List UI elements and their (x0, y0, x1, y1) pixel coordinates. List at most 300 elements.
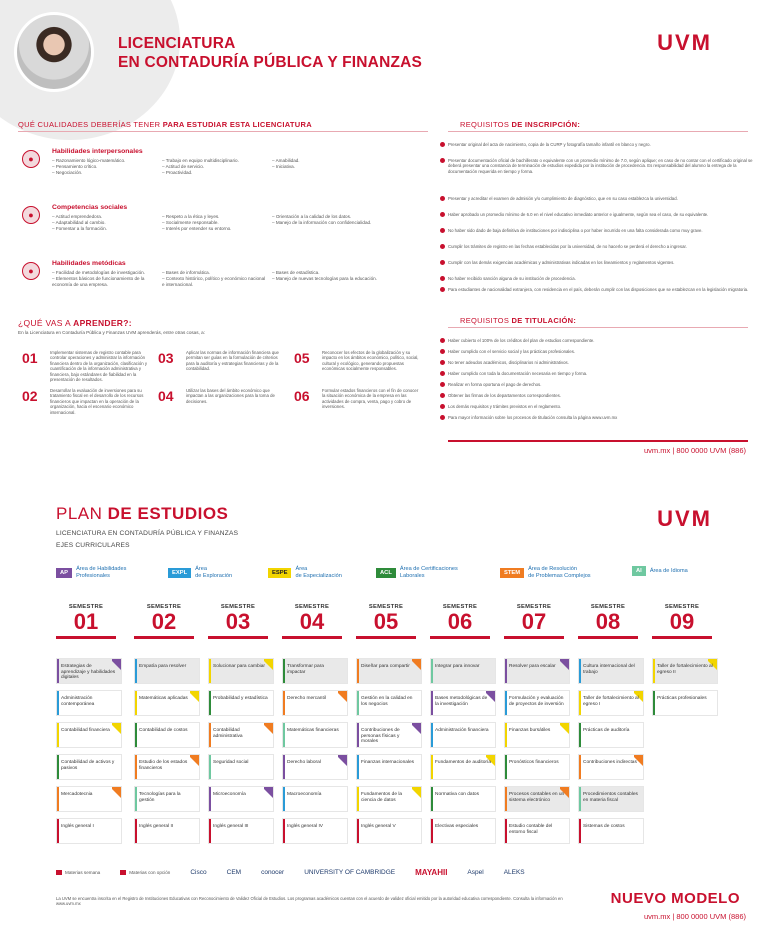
course-card[interactable] (208, 722, 274, 748)
divider (448, 131, 748, 132)
semester-bar (208, 636, 268, 639)
legend-text-line: Área (295, 566, 308, 572)
course-card[interactable] (208, 658, 274, 684)
area-marker (579, 723, 581, 747)
area-marker (505, 819, 507, 843)
titling-item (448, 338, 753, 343)
area-marker (357, 787, 359, 811)
legend-tag: AI (632, 566, 646, 576)
area-marker (431, 787, 433, 811)
course-card[interactable] (652, 690, 718, 716)
skill-title: Competencias sociales (52, 204, 128, 211)
area-marker (57, 819, 59, 843)
course-card[interactable] (282, 786, 348, 812)
course-name: Formulación y evaluación de proyectos de inversión (509, 696, 564, 707)
semester-bar (56, 636, 116, 639)
axes-label: EJES CURRICULARES (56, 542, 130, 549)
semester-number: 09 (669, 609, 695, 634)
area-marker (431, 723, 433, 747)
course-name: Administración financiera (435, 728, 489, 733)
course-name: Inglés general II (139, 824, 174, 829)
skill-item: – Interés por entender su entorno. (162, 226, 232, 231)
area-marker (57, 787, 59, 811)
legal-text: La UVM se encuentra inscrita en el Registro de Instituciones Educativas con Reconocimiento de Validez Oficial de Estudios. Los programas académicos cuentan con el acuerdo de validez oficial emitido por la autoridad educativa correspondiente. Consulta la información en www.uvm.mx (56, 896, 563, 907)
learn-text: Utilizar las bases del ámbito económico que impactan a las organizaciones para la toma de decisiones. (186, 388, 275, 404)
bullet-icon (440, 338, 445, 343)
partner-logo: UNIVERSITY OF CAMBRIDGE (304, 869, 396, 876)
titling-heading (460, 316, 576, 325)
semester-bar (578, 636, 638, 639)
skill-item: – Pensamiento crítico. (52, 164, 98, 169)
course-card[interactable] (578, 818, 644, 844)
legend-tag: STEM (500, 568, 524, 578)
course-card[interactable] (578, 754, 644, 780)
learn-text: Formular estados financieros con el fin de conocer la situación económica de la empresa en las actividades de compra, venta, pago y cobro de inversiones. (322, 388, 419, 410)
legend-text-line: Área de Idioma (649, 567, 688, 574)
area-marker (209, 659, 211, 683)
legend-text-line: Área (195, 566, 207, 572)
area-marker (135, 691, 137, 715)
area-marker (283, 819, 285, 843)
area-marker (579, 819, 581, 843)
tit-heading-pre: REQUISITOS (460, 316, 510, 325)
course-name: Electivas especiales (435, 824, 479, 829)
course-card[interactable] (430, 754, 496, 780)
legend-item (56, 566, 126, 579)
legend-item (376, 566, 458, 579)
area-marker (579, 659, 581, 683)
area-marker (209, 723, 211, 747)
semester-header (578, 604, 638, 639)
course-name: Contribuciones de personas físicas y morales (361, 728, 400, 745)
bullet-icon (440, 287, 445, 292)
semester-label: SEMESTRE (220, 604, 256, 610)
semester-label: SEMESTRE (442, 604, 478, 610)
legend-text-line: Área de Habilidades (76, 566, 127, 572)
course-name: Derecho mercantil (287, 696, 326, 701)
footer-contact[interactable]: uvm.mx | 800 0000 UVM (886) (644, 912, 746, 921)
course-card[interactable] (430, 690, 496, 716)
course-card[interactable] (578, 690, 644, 716)
course-name: Matemáticas aplicadas (139, 696, 188, 701)
course-name: Gestión en la calidad en los negocios (361, 696, 413, 707)
course-name: Matemáticas financieras (287, 728, 339, 733)
course-card[interactable] (56, 786, 122, 812)
skill-item: – Bases de informática. (162, 270, 211, 275)
semester-label: SEMESTRE (146, 604, 182, 610)
nuevo-modelo-title: NUEVO MODELO (610, 890, 740, 907)
semester-bar (430, 636, 490, 639)
area-marker (283, 659, 285, 683)
area-marker (357, 723, 359, 747)
course-card[interactable] (652, 658, 718, 684)
req-heading-bold: DE INSCRIPCIÓN: (511, 120, 581, 129)
qualities-heading (18, 120, 312, 129)
course-card[interactable] (282, 690, 348, 716)
course-name: Transformar para impactar (287, 664, 324, 675)
legend-text-line: Área de Certificaciones (399, 566, 458, 572)
semester-header (652, 604, 712, 639)
requirement-item (448, 228, 753, 233)
course-name: Cultura internacional del trabajo (583, 664, 635, 675)
semester-number: 02 (151, 609, 177, 634)
semester-header (504, 604, 564, 639)
area-marker (505, 755, 507, 779)
course-card[interactable] (578, 658, 644, 684)
learn-heading-pre: ¿QUÉ VAS A (18, 318, 71, 328)
bullet-icon (440, 382, 445, 387)
requirement-item (448, 244, 753, 249)
requirement-text: Cumplir los trámites de registro en las fechas establecidas por la universidad, de no hacerlo se perderá el derecho a ingresar. (448, 244, 687, 249)
area-marker (57, 755, 59, 779)
course-card[interactable] (356, 722, 422, 748)
area-marker (357, 819, 359, 843)
learn-number: 05 (294, 350, 310, 366)
people-icon: ● (22, 150, 40, 168)
area-marker (57, 659, 59, 683)
area-marker (283, 691, 285, 715)
skill-item: – Bases de estadística. (272, 270, 320, 275)
requirements-heading (460, 120, 580, 129)
skill-list (272, 270, 377, 282)
course-name: Seguridad social (213, 760, 249, 765)
semester-header (356, 604, 416, 639)
semester-label: SEMESTRE (590, 604, 626, 610)
area-marker (357, 755, 359, 779)
course-name: Inglés general V (361, 824, 396, 829)
plan-title (56, 504, 228, 524)
program-name: LICENCIATURA EN CONTADURÍA PÚBLICA Y FINANZAS (56, 530, 239, 537)
course-name: Integrar para innovar (435, 664, 480, 669)
course-card[interactable] (430, 658, 496, 684)
course-card[interactable] (356, 786, 422, 812)
course-card[interactable] (356, 818, 422, 844)
titling-text: Haber cubierto el 100% de los créditos del plan de estudios correspondiente. (448, 338, 595, 343)
legend-text (195, 566, 232, 579)
legend-tag: EXPL (168, 568, 191, 578)
course-name: Procedimientos contables en materia fiscal (583, 792, 638, 803)
course-card[interactable] (504, 754, 570, 780)
course-name: Contribuciones indirectas (583, 760, 637, 765)
title-line-2: EN CONTADURÍA PÚBLICA Y FINANZAS (118, 54, 423, 71)
semester-number: 08 (595, 609, 621, 634)
area-marker (357, 691, 359, 715)
course-card[interactable] (504, 658, 570, 684)
titling-text: Haber cumplido con toda la documentación necesaria en tiempo y forma. (448, 371, 588, 376)
course-card[interactable] (282, 818, 348, 844)
course-card[interactable] (282, 754, 348, 780)
course-name: Inglés general IV (287, 824, 324, 829)
course-name: Macroeconomía (287, 792, 322, 797)
course-name: Contabilidad administrativa (213, 728, 243, 739)
course-card[interactable] (282, 658, 348, 684)
course-name: Empatía para resolver (139, 664, 187, 669)
requirement-item (448, 158, 753, 174)
legend-text (76, 566, 126, 579)
legend-tag: ESPE (268, 568, 291, 578)
skill-item: – Proactividad. (162, 170, 193, 175)
semester-label: SEMESTRE (664, 604, 700, 610)
titling-text: Obtener las firmas de los departamentos correspondientes. (448, 393, 561, 398)
bullet-icon (440, 142, 445, 147)
area-marker (209, 819, 211, 843)
legend-item (168, 566, 232, 579)
area-marker (431, 691, 433, 715)
course-name: Solucionar para cambiar (213, 664, 265, 669)
legend-item (500, 566, 591, 579)
semester-header (282, 604, 342, 639)
requirement-item (448, 287, 753, 292)
skill-item: – Trabajo en equipo multidisciplinario. (162, 158, 239, 163)
area-marker (505, 723, 507, 747)
partner-logo: Cisco (190, 869, 207, 876)
course-card[interactable] (56, 658, 122, 684)
skill-item: – Iniciativa. (272, 164, 295, 169)
learn-text: Implementar sistemas de registro contable para controlar operaciones y administrar la información financiera dentro de la organización, clasificación y cuantificación de la información administrativa y financiera, bajo estándares de fiabilidad en la presentación de resultados. (50, 350, 147, 383)
area-marker (505, 691, 507, 715)
skill-list (52, 158, 157, 176)
course-card[interactable] (504, 786, 570, 812)
area-marker (209, 691, 211, 715)
course-name: Derecho laboral (287, 760, 321, 765)
course-name: Diseñar para compartir (361, 664, 410, 669)
requirement-text: Cumplir con las demás exigencias académicas y administrativas indicadas en los lineamientos y reglamentos vigentes. (448, 260, 675, 265)
bullet-icon (440, 371, 445, 376)
course-card[interactable] (356, 690, 422, 716)
course-name: Estrategias de aprendizaje y habilidades digitales (61, 664, 116, 681)
course-card[interactable] (578, 786, 644, 812)
course-card[interactable] (134, 722, 200, 748)
area-marker (57, 723, 59, 747)
course-name: Pronósticos financieros (509, 760, 559, 765)
semester-number: 03 (225, 609, 251, 634)
requirement-text: Presentar documentación oficial de bachillerato o equivalente con un promedio mínimo de 7.0, según aplique; en caso de no contar con el certificado original se deberá presentar una constancia de terminación de estudios expedida por la institución de procedencia. Es responsabilidad del alumno la entrega de la documentación requerida en tiempo y forma. (448, 158, 753, 174)
legend-text-line: Área de Resolución (528, 566, 577, 572)
gears-icon: ● (22, 262, 40, 280)
course-name: Procesos contables en un sistema electrónico (509, 792, 565, 803)
partner-logo: conocer (261, 869, 285, 876)
legend-tag: ACL (376, 568, 396, 578)
program-title (118, 34, 422, 72)
course-card[interactable] (56, 722, 122, 748)
learn-number: 02 (22, 388, 38, 404)
legend-text (528, 566, 591, 579)
course-name: Administración contemporánea (61, 696, 95, 707)
course-card[interactable] (134, 658, 200, 684)
area-marker (135, 787, 137, 811)
titling-item (448, 360, 753, 365)
course-card[interactable] (56, 754, 122, 780)
partner-logos (56, 868, 545, 877)
course-card[interactable] (208, 786, 274, 812)
course-name: Estudio contable del entorno fiscal (509, 824, 553, 835)
area-marker (579, 691, 581, 715)
skill-item: – Manejo de nuevas tecnologías para la educación. (272, 276, 377, 281)
bullet-icon (440, 393, 445, 398)
course-card[interactable] (356, 658, 422, 684)
learn-heading (18, 318, 132, 328)
course-card[interactable] (134, 754, 200, 780)
course-name: Mercadotecnia (61, 792, 93, 797)
footer-rule (448, 440, 748, 442)
semester-bar (282, 636, 342, 639)
area-marker (653, 659, 655, 683)
bullet-icon (440, 360, 445, 365)
partner-logo: Materias con opción (120, 870, 170, 875)
skill-list (162, 270, 267, 288)
qualities-heading-pre: QUÉ CUALIDADES DEBERÍAS TENER (18, 120, 161, 129)
course-name: Bases metodológicas de la investigación (435, 696, 488, 707)
semester-bar (652, 636, 712, 639)
area-marker (431, 819, 433, 843)
course-card[interactable] (504, 818, 570, 844)
skill-list (272, 158, 377, 170)
titling-text: Para mayor información sobre los procesos de titulación consulta la página www.uvm.mx (448, 415, 618, 420)
titling-text: Haber cumplido con el servicio social y las prácticas profesionales. (448, 349, 576, 354)
semester-header (208, 604, 268, 639)
handshake-icon: ● (22, 206, 40, 224)
course-card[interactable] (208, 818, 274, 844)
course-card[interactable] (134, 818, 200, 844)
learn-intro: En la Licenciatura en Contaduría Pública y Finanzas UVM aprenderás, entre otras cosas, a: (18, 330, 205, 335)
requirement-text: Presentar original del acta de nacimiento, copia de la CURP y fotografía tamaño infantil en blanco y negro. (448, 142, 651, 147)
course-name: Contabilidad de costos (139, 728, 188, 733)
requirement-text: Haber aprobado un promedio mínimo de 6.0 en el nivel educativo inmediato anterior e igualmente, según sea el caso, de su equivalente. (448, 212, 709, 217)
semester-header (430, 604, 490, 639)
skill-item: – Manejo de la información con confidencialidad. (272, 220, 372, 225)
semester-number: 06 (447, 609, 473, 634)
partner-logo: CEM (226, 869, 242, 876)
student-photo (14, 12, 94, 92)
skill-item: – Elementos básicos de funcionamiento de la economía de una empresa. (52, 276, 145, 287)
learn-number: 03 (158, 350, 174, 366)
course-card[interactable] (356, 754, 422, 780)
area-marker (283, 755, 285, 779)
requirement-item (448, 212, 753, 217)
semester-bar (134, 636, 194, 639)
page-2 (0, 472, 768, 944)
legend-item (268, 566, 342, 579)
legend-text (295, 566, 341, 579)
course-card[interactable] (504, 722, 570, 748)
course-name: Prácticas de auditoría (583, 728, 630, 733)
skill-item: – Amabilidad. (272, 158, 300, 163)
course-card[interactable] (430, 722, 496, 748)
course-card[interactable] (208, 690, 274, 716)
semester-header (56, 604, 116, 639)
course-card[interactable] (282, 722, 348, 748)
uvm-logo: UVM (657, 506, 712, 531)
area-marker (579, 787, 581, 811)
requirement-item (448, 196, 753, 201)
requirement-item (448, 142, 753, 147)
req-heading-pre: REQUISITOS (460, 120, 510, 129)
semester-bar (356, 636, 416, 639)
semester-number: 07 (521, 609, 547, 634)
footer-contact[interactable]: uvm.mx | 800 0000 UVM (886) (644, 446, 746, 455)
learn-text: Desarrollar la evaluación de inversiones para su tratamiento fiscal en el desarrollo de los recursos financieros que impactan en la operación de la organización, hacia el escenario económico internacional. (50, 388, 144, 415)
course-name: Inglés general III (213, 824, 249, 829)
area-marker (57, 691, 59, 715)
divider (18, 131, 428, 132)
semester-label: SEMESTRE (516, 604, 552, 610)
legend-text-line: Laborales (399, 572, 425, 579)
learn-heading-bold: APRENDER?: (73, 318, 132, 328)
course-card[interactable] (430, 786, 496, 812)
area-marker (135, 819, 137, 843)
course-name: Probabilidad y estadística (213, 696, 268, 701)
legend-text-line: de Problemas Complejos (528, 572, 591, 579)
course-card[interactable] (134, 786, 200, 812)
skill-item: – Facilidad de metodologías de investigación. (52, 270, 145, 275)
titling-item (448, 393, 753, 398)
legend-item (632, 566, 688, 576)
skill-item: – Adaptabilidad al cambio. (52, 220, 106, 225)
partner-logo: Materias semana (56, 870, 100, 875)
uvm-logo: UVM (657, 30, 712, 55)
area-marker (505, 659, 507, 683)
skill-list (52, 214, 157, 232)
bullet-icon (440, 244, 445, 249)
course-card[interactable] (56, 690, 122, 716)
bullet-icon (440, 228, 445, 233)
area-marker (209, 755, 211, 779)
titling-item (448, 371, 753, 376)
area-marker (653, 691, 655, 715)
course-card[interactable] (134, 690, 200, 716)
titling-item (448, 349, 753, 354)
learn-text: Reconocer los efectos de la globalización y su impacto en los ámbitos económico, político, social, cultural y ecológico, generando propuestas económicas socialmente responsables. (322, 350, 419, 372)
area-marker (283, 787, 285, 811)
course-name: Inglés general I (61, 824, 94, 829)
course-card[interactable] (504, 690, 570, 716)
legend-tag: AP (56, 568, 72, 578)
titling-item (448, 404, 753, 409)
course-card[interactable] (430, 818, 496, 844)
area-marker (209, 787, 211, 811)
bullet-icon (440, 212, 445, 217)
area-marker (135, 659, 137, 683)
course-name: Microeconomía (213, 792, 246, 797)
course-name: Tecnologías para la gestión (139, 792, 181, 803)
course-card[interactable] (56, 818, 122, 844)
area-marker (135, 723, 137, 747)
course-card[interactable] (578, 722, 644, 748)
course-name: Estudio de los estados financieros (139, 760, 188, 771)
requirement-item (448, 276, 753, 281)
bullet-icon (440, 404, 445, 409)
semester-number: 04 (299, 609, 325, 634)
area-marker (505, 787, 507, 811)
legend-text (400, 566, 458, 579)
skill-list (162, 158, 267, 176)
partner-logo: Aspel (467, 869, 484, 876)
bullet-icon (440, 260, 445, 265)
course-card[interactable] (208, 754, 274, 780)
learn-text: Aplicar las normas de información financiera que permitan ser guías en la formulación de criterios para la auditoría y estrategias financieras y de la contabilidad. (186, 350, 279, 372)
titling-text: Los demás requisitos y trámites previstos en el reglamento. (448, 404, 562, 409)
semester-label: SEMESTRE (368, 604, 404, 610)
legend-text-line: de Especialización (295, 572, 342, 579)
requirement-text: No haber recibido sanción alguna de su institución de procedencia. (448, 276, 576, 281)
semester-header (134, 604, 194, 639)
area-marker (431, 659, 433, 683)
skill-title: Habilidades interpersonales (52, 148, 143, 155)
skill-item: – Negociación. (52, 170, 83, 175)
skill-item: – Respeto a la ética y leyes. (162, 214, 220, 219)
partner-logo: MAYAHII (415, 868, 448, 877)
area-marker (431, 755, 433, 779)
